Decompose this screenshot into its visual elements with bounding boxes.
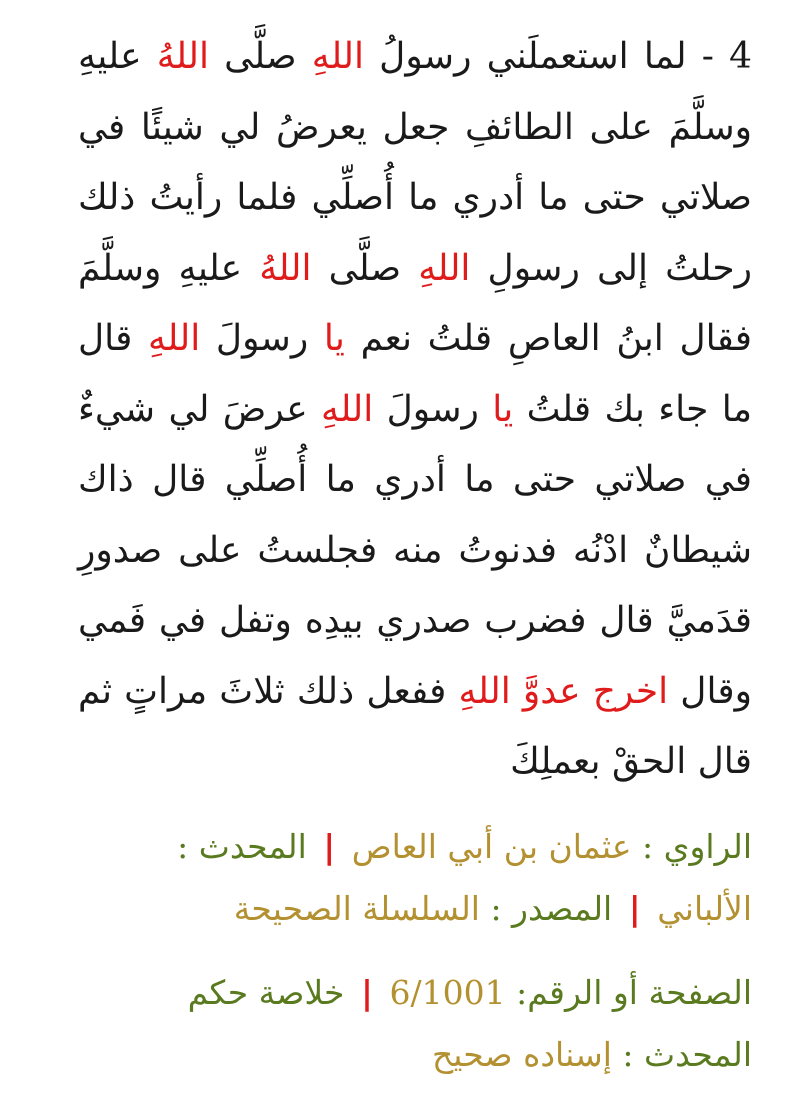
narrator-label: الراوي : xyxy=(642,826,752,866)
separator: | xyxy=(360,972,373,1012)
hadith-text xyxy=(78,22,752,798)
separator: | xyxy=(323,826,336,866)
highlighted-phrase: اللهِ xyxy=(418,247,471,289)
page-number-label: الصفحة أو الرقم: xyxy=(516,972,752,1012)
narration-info xyxy=(78,816,752,940)
highlighted-phrase: اللهُ xyxy=(156,36,209,77)
text-segment: 4 - لما استعملَني رسولُ xyxy=(364,36,752,77)
highlighted-phrase: اخرج عدوَّ اللهِ xyxy=(458,670,669,712)
text-segment: رسولَ xyxy=(373,388,493,430)
ruling-info xyxy=(78,962,752,1086)
highlighted-phrase: اللهُ xyxy=(259,247,312,289)
text-segment: قال ما جاء بك قلتُ xyxy=(78,318,752,430)
text-segment: عرضَ لي شيءٌ في صلاتي حتى ما أدري ما أُصلِّي قال ذاك شيطانٌ ادْنُه فدنوتُ منه فجلستُ على صدورِ قدَميَّ قال فضرب صدري بيدِه وتفل في فَمي وقال xyxy=(78,388,753,712)
text-segment: صلَّى xyxy=(208,36,312,77)
verdict-value: إسناده صحيح xyxy=(432,1034,612,1074)
source-name: السلسلة الصحيحة xyxy=(233,888,480,928)
text-segment: ففعل ذلك ثلاثَ مراتٍ ثم قال الحقْ بعملِكَ xyxy=(78,670,752,782)
separator: | xyxy=(628,888,641,928)
muhaddith-label: المحدث : xyxy=(177,826,307,866)
verdict-label: خلاصة حكم المحدث : xyxy=(187,972,752,1074)
highlighted-phrase: اللهِ xyxy=(321,388,374,430)
highlighted-phrase: اللهِ xyxy=(311,36,364,77)
text-segment: عليهِ وسلَّمَ على الطائفِ جعل يعرضُ لي شيئًا في صلاتي حتى ما أدري ما أُصلِّي فلما رأيتُ ذلك رحلتُ إلى رسولِ xyxy=(78,36,752,289)
highlighted-phrase: يا xyxy=(323,318,345,359)
highlighted-phrase: اللهِ xyxy=(148,318,201,359)
text-segment: رسولَ xyxy=(200,318,324,359)
text-segment: عليهِ وسلَّمَ فقال ابنُ العاصِ قلتُ نعم xyxy=(78,247,752,359)
muhaddith-name: الألباني xyxy=(657,888,752,928)
narrator-name: عثمان بن أبي العاص xyxy=(351,826,632,866)
page-number-value: 6/1001 xyxy=(389,972,506,1012)
highlighted-phrase: يا xyxy=(492,388,514,430)
text-segment: صلَّى xyxy=(311,247,419,289)
source-label: المصدر : xyxy=(490,888,613,928)
